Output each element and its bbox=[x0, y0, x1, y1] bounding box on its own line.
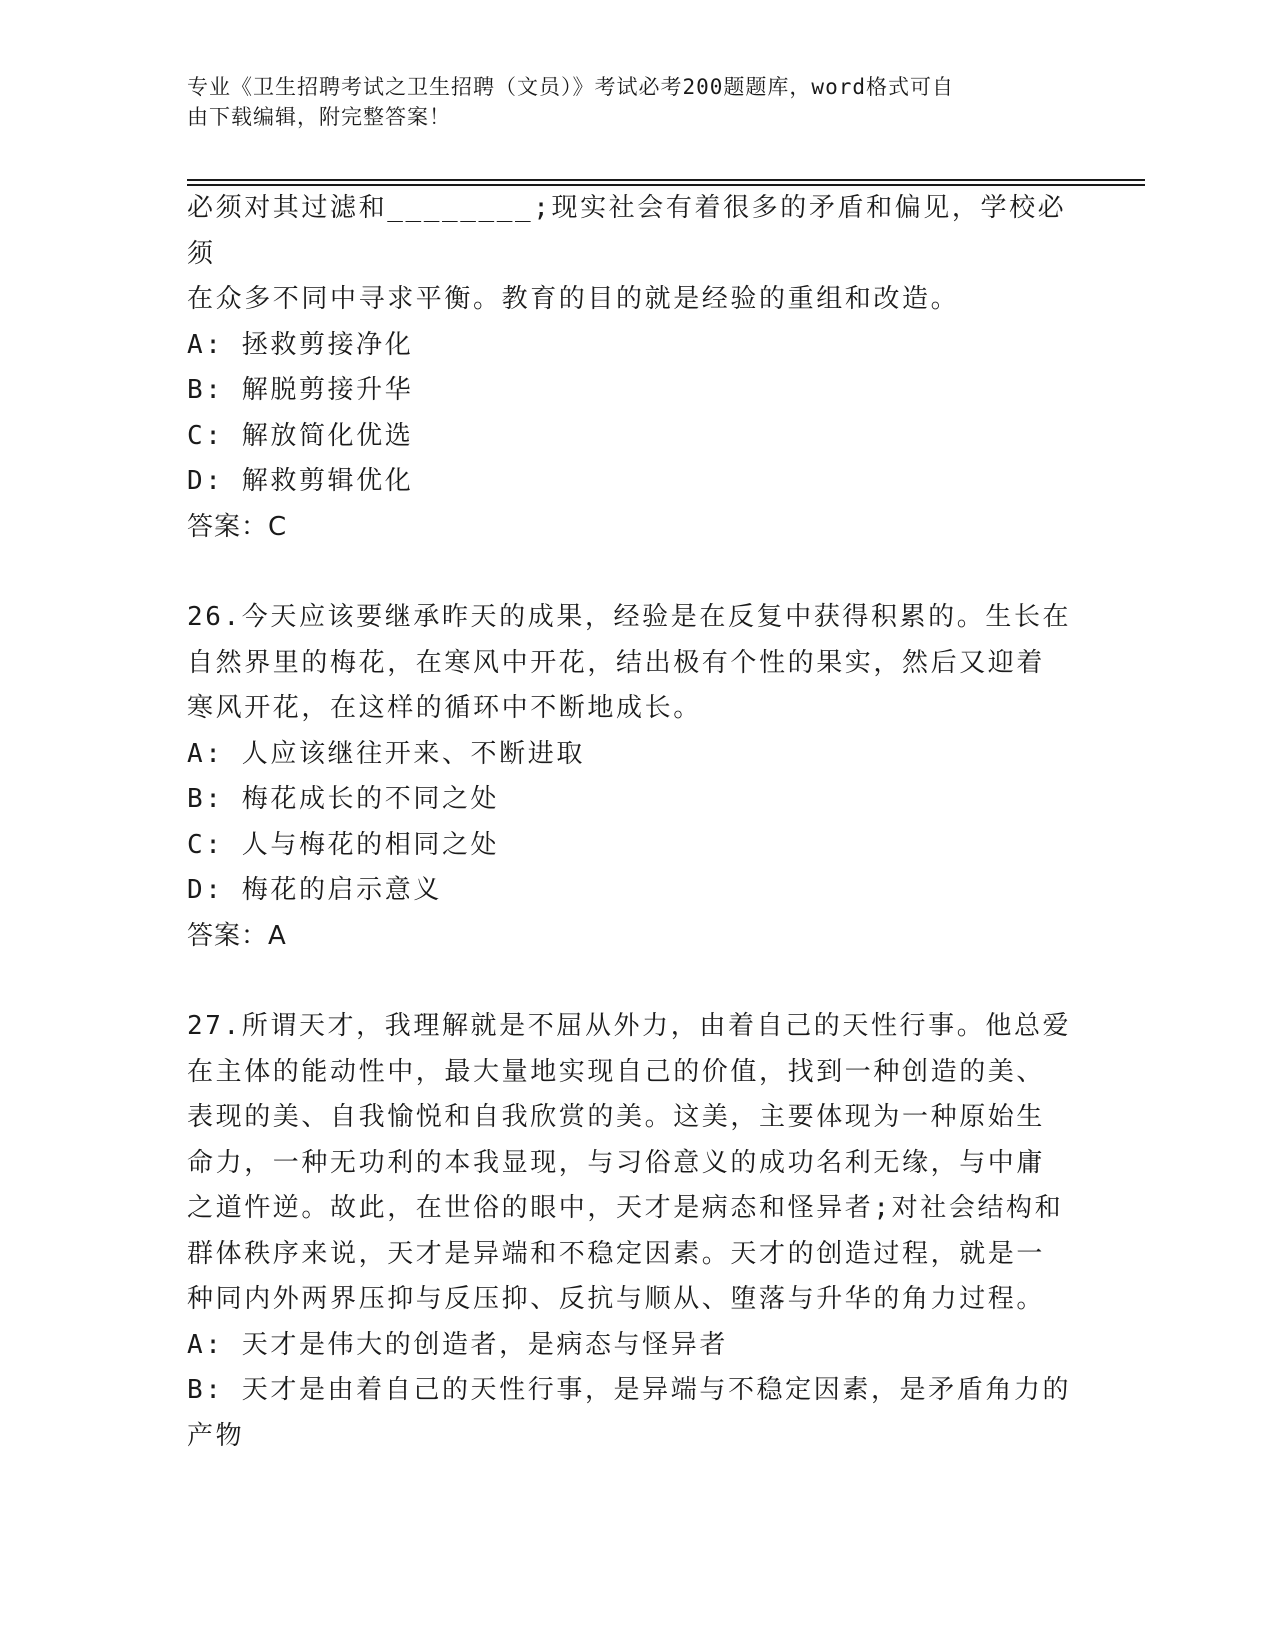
option-b: B: 梅花成长的不同之处 bbox=[187, 784, 500, 814]
question-text-line: 命力，一种无功利的本我显现，与习俗意义的成功名利无缘，与中庸 bbox=[187, 1147, 1046, 1178]
question-text-line: 之道忤逆。故此，在世俗的眼中，天才是病态和怪异者;对社会结构和 bbox=[187, 1193, 1064, 1223]
question-text-line: 群体秩序来说，天才是异端和不稳定因素。天才的创造过程，就是一 bbox=[187, 1238, 1046, 1269]
document-header bbox=[187, 72, 1087, 132]
header-rule-top bbox=[187, 179, 1145, 181]
option-a: A: 拯救剪接净化 bbox=[187, 329, 414, 360]
document-body bbox=[187, 186, 1087, 1459]
option-c: C: 解放简化优选 bbox=[187, 420, 414, 451]
question-text-line: 在众多不同中寻求平衡。教育的目的就是经验的重组和改造。 bbox=[187, 284, 960, 314]
option-b: B: 天才是由着自己的天性行事，是异端与不稳定因素，是矛盾角力的 bbox=[187, 1375, 1072, 1405]
question-text-line: 必须对其过滤和________;现实社会有着很多的矛盾和偏见，学校必须 bbox=[187, 193, 1067, 269]
question-text-line: 27.所谓天才，我理解就是不屈从外力，由着自己的天性行事。他总爱 bbox=[187, 1011, 1072, 1041]
question-26 bbox=[187, 595, 1087, 959]
question-text-line: 表现的美、自我愉悦和自我欣赏的美。这美，主要体现为一种原始生 bbox=[187, 1102, 1046, 1132]
question-text-line: 自然界里的梅花，在寒风中开花，结出极有个性的果实，然后又迎着 bbox=[187, 647, 1046, 678]
option-d: D: 梅花的启示意义 bbox=[187, 875, 442, 905]
option-b: B: 解脱剪接升华 bbox=[187, 375, 414, 405]
option-b-continued: 产物 bbox=[187, 1420, 245, 1451]
question-text-line: 种同内外两界压抑与反压抑、反抗与顺从、堕落与升华的角力过程。 bbox=[187, 1284, 1046, 1314]
question-text-line: 寒风开花，在这样的循环中不断地成长。 bbox=[187, 693, 702, 723]
answer-line: 答案：A bbox=[187, 920, 287, 951]
option-a: A: 人应该继往开来、不断进取 bbox=[187, 738, 585, 769]
question-text-line: 在主体的能动性中，最大量地实现自己的价值，找到一种创造的美、 bbox=[187, 1056, 1046, 1087]
option-a: A: 天才是伟大的创造者，是病态与怪异者 bbox=[187, 1329, 728, 1360]
answer-line: 答案：C bbox=[187, 511, 288, 542]
question-text-line: 26.今天应该要继承昨天的成果，经验是在反复中获得积累的。生长在 bbox=[187, 602, 1072, 632]
header-title-line-1: 专业《卫生招聘考试之卫生招聘（文员）》考试必考200题题库，word格式可自 bbox=[187, 75, 954, 99]
question-27 bbox=[187, 1004, 1087, 1459]
header-title-line-2: 由下载编辑，附完整答案！ bbox=[187, 105, 451, 129]
option-c: C: 人与梅花的相同之处 bbox=[187, 829, 500, 860]
option-d: D: 解救剪辑优化 bbox=[187, 466, 414, 496]
question-continued bbox=[187, 186, 1087, 550]
